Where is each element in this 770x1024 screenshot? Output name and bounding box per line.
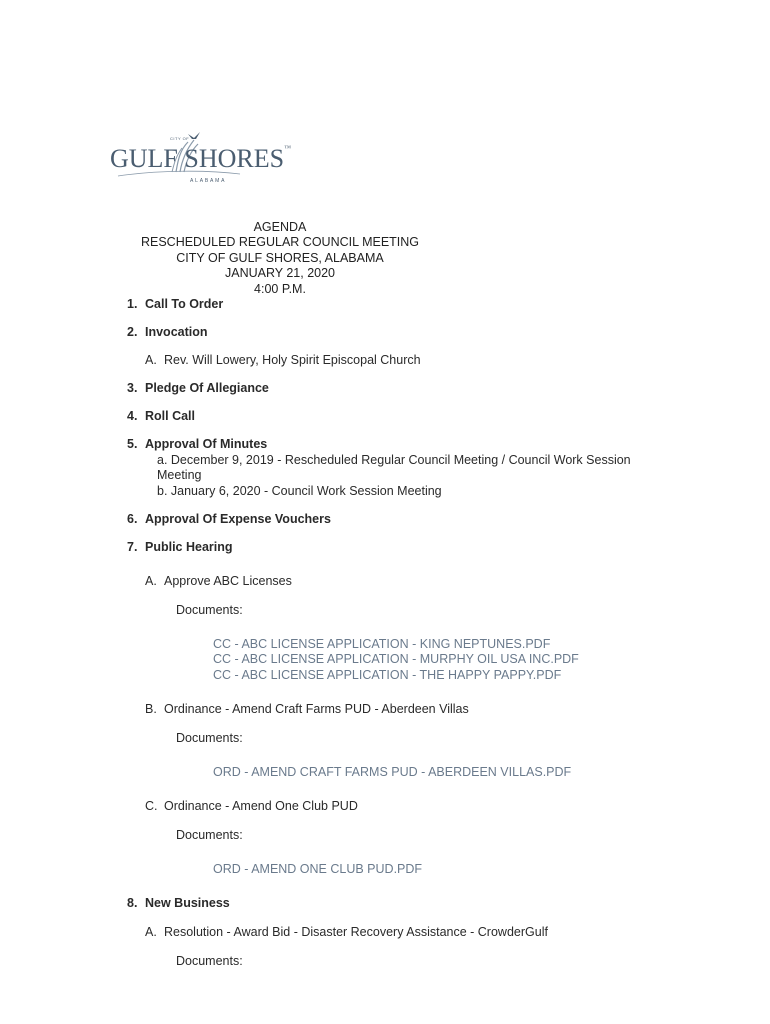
documents-label: Documents: <box>176 828 243 842</box>
agenda-item-minutes: 5. Approval Of Minutes <box>127 437 268 451</box>
document-link[interactable]: ORD - AMEND ONE CLUB PUD.PDF <box>213 862 423 876</box>
agenda-item-pledge: 3. Pledge Of Allegiance <box>127 381 269 395</box>
logo-name: GULF SHORES™ <box>110 144 291 173</box>
public-hearing-a: A. Approve ABC Licenses <box>145 574 292 588</box>
meeting-type: RESCHEDULED REGULAR COUNCIL MEETING <box>140 235 420 249</box>
agenda-item-new-business: 8. New Business <box>127 896 230 910</box>
document-link[interactable]: CC - ABC LICENSE APPLICATION - KING NEPTUNES.PDF <box>213 637 551 651</box>
agenda-item-public-hearing: 7. Public Hearing <box>127 540 233 554</box>
public-hearing-b: B. Ordinance - Amend Craft Farms PUD - Aberdeen Villas <box>145 702 469 716</box>
logo-state: ALABAMA <box>190 178 227 184</box>
agenda-item-call-to-order: 1. Call To Order <box>127 297 224 311</box>
agenda-item-expense-vouchers: 6. Approval Of Expense Vouchers <box>127 512 331 526</box>
invocation-detail: A. Rev. Will Lowery, Holy Spirit Episcopal Church <box>145 353 421 367</box>
documents-label: Documents: <box>176 603 243 617</box>
meeting-time: 4:00 P.M. <box>254 282 306 296</box>
document-link[interactable]: ORD - AMEND CRAFT FARMS PUD - ABERDEEN VILLAS.PDF <box>213 765 572 779</box>
meeting-date: JANUARY 21, 2020 <box>224 266 336 280</box>
minutes-b: b. January 6, 2020 - Council Work Session Meeting <box>157 484 442 498</box>
documents-label: Documents: <box>176 954 243 968</box>
city-name: CITY OF GULF SHORES, ALABAMA <box>176 251 384 265</box>
agenda-item-invocation: 2. Invocation <box>127 325 208 339</box>
public-hearing-c: C. Ordinance - Amend One Club PUD <box>145 799 358 813</box>
minutes-a-line2: Meeting <box>157 468 202 482</box>
documents-label: Documents: <box>176 731 243 745</box>
document-link[interactable]: CC - ABC LICENSE APPLICATION - MURPHY OIL USA INC.PDF <box>213 652 579 666</box>
document-link[interactable]: CC - ABC LICENSE APPLICATION - THE HAPPY PAPPY.PDF <box>213 668 562 682</box>
logo-city-of: CITY OF <box>170 136 190 141</box>
agenda-title: AGENDA <box>253 220 307 234</box>
gulf-shores-logo <box>108 130 291 188</box>
agenda-item-roll-call: 4. Roll Call <box>127 409 196 423</box>
minutes-a-line1: a. December 9, 2019 - Rescheduled Regular Council Meeting / Council Work Session <box>157 453 631 467</box>
new-business-a: A. Resolution - Award Bid - Disaster Recovery Assistance - CrowderGulf <box>145 925 548 939</box>
